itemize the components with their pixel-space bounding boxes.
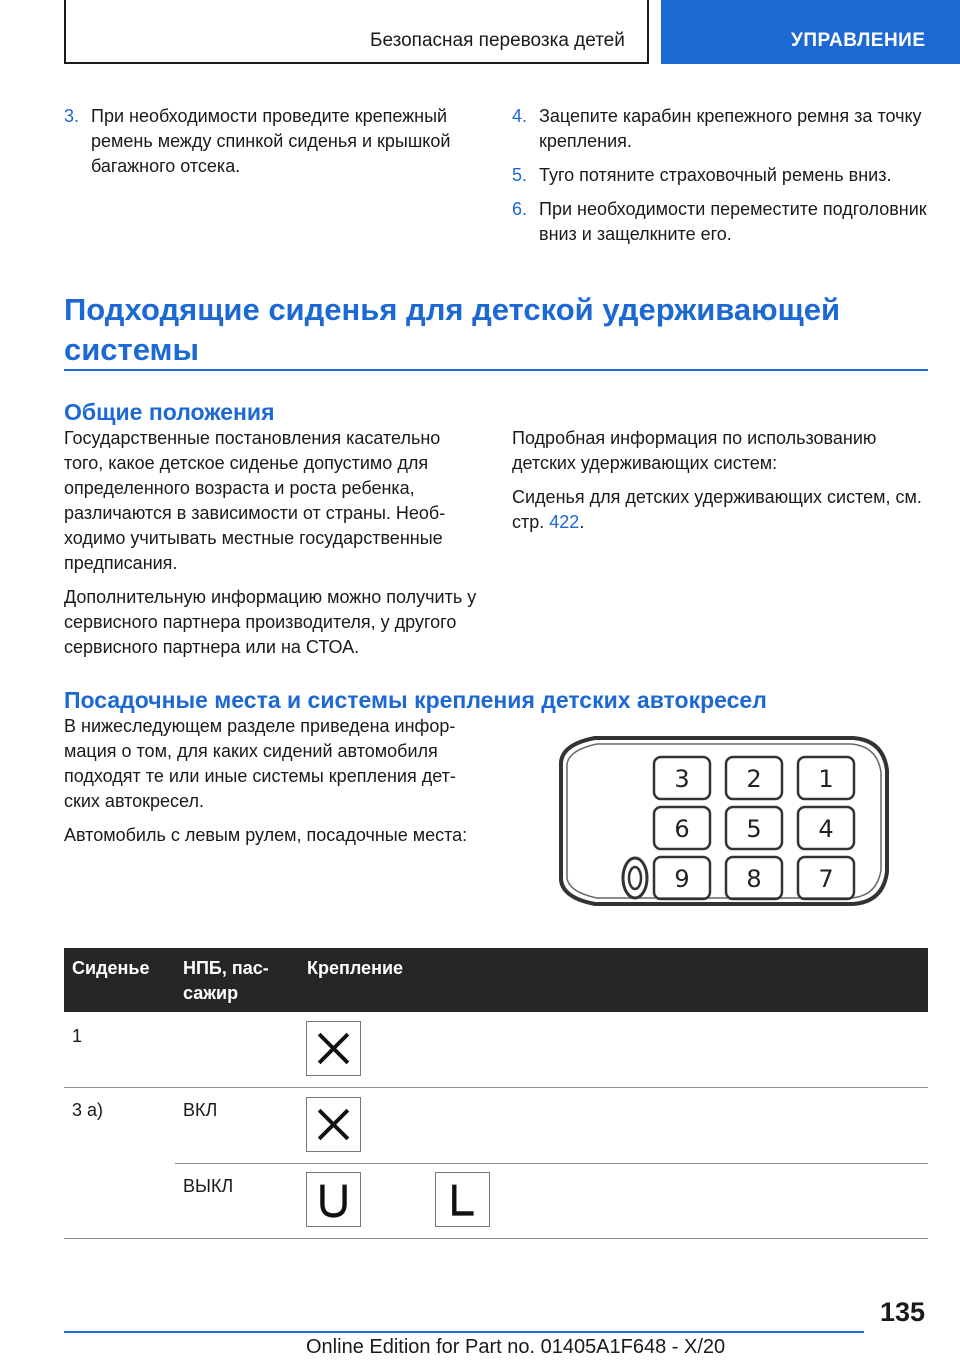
seat-number: 7 xyxy=(818,865,834,893)
general-paragraph: Государственные постановления касательно того, какое детское сиденье допустимо для определенного возраста и роста ребенка, различаются в зависимости от страны. Необходимо учитывать местные государственные предписания. xyxy=(64,428,446,573)
seat-number: 1 xyxy=(818,765,834,793)
table-header-airbag: НПБ, пассажир xyxy=(183,958,269,1003)
reference-end: . xyxy=(579,512,585,532)
not-suitable-icon xyxy=(306,1021,361,1076)
seat-number: 5 xyxy=(746,815,762,843)
table-cell-seat: 3 a) xyxy=(72,1100,104,1120)
seating-paragraph: Автомобиль с левым рулем, посадочные места: xyxy=(64,825,468,845)
universal-mount-icon xyxy=(306,1172,361,1227)
vehicle-outline xyxy=(561,738,887,904)
step-item xyxy=(64,104,484,179)
steps-left xyxy=(64,104,484,188)
page-link[interactable]: 422 xyxy=(549,512,580,532)
seat-number: 3 xyxy=(674,765,690,793)
step-text: Зацепите карабин крепежного ремня за точку крепления. xyxy=(539,106,922,151)
step-text: При необходимости переместите подголовник вниз и защелкните его. xyxy=(539,199,927,244)
main-heading: Подходящие сиденья для детской удерживающей системы xyxy=(64,292,841,367)
seat-number: 4 xyxy=(818,815,834,843)
table-cell-seat: 1 xyxy=(72,1026,83,1046)
step-number: 6. xyxy=(512,199,528,219)
step-number: 5. xyxy=(512,165,528,185)
table-cell-airbag: ВКЛ xyxy=(183,1100,218,1120)
isofix-mount-icon xyxy=(435,1172,490,1227)
table-header-mount: Крепление xyxy=(307,958,404,978)
seat-number: 6 xyxy=(674,815,690,843)
table-cell-airbag: ВЫКЛ xyxy=(183,1176,234,1196)
seat-number: 2 xyxy=(746,765,762,793)
general-paragraph: Дополнительную информацию можно получить у сервисного партнера производителя, у другого сервисного партнера или на СТОА. xyxy=(64,587,477,657)
step-item xyxy=(512,163,928,188)
table-header xyxy=(64,948,928,1012)
step-item xyxy=(512,104,928,154)
seat-number: 9 xyxy=(674,865,690,893)
footer-divider xyxy=(64,1331,864,1333)
seating-paragraph: В нижеследующем разделе приведена информация о том, для каких сидений автомобиля подходят те или иные системы крепления детских автокресел. xyxy=(64,716,456,811)
table-row-divider xyxy=(64,1087,928,1088)
reference-text: Сиденья для детских удерживающих систем, см. стр. xyxy=(512,487,922,532)
step-text: При необходимости проведите крепежный ремень между спинкой сиденья и крышкой багажного отсека. xyxy=(91,106,451,176)
seating-heading: Посадочные места и системы крепления детских автокресел xyxy=(64,687,767,713)
section-title: Безопасная перевозка детей xyxy=(370,30,625,51)
seat-number: 8 xyxy=(746,865,762,893)
steering-wheel-icon xyxy=(623,858,647,898)
not-suitable-icon xyxy=(306,1097,361,1152)
general-paragraph: Подробная информация по использованию детских удерживающих систем: xyxy=(512,428,877,473)
seat-layout-diagram xyxy=(533,730,893,912)
general-left-text xyxy=(64,426,484,669)
seating-text xyxy=(64,714,484,857)
page-number: 135 xyxy=(880,1297,926,1327)
steps-right xyxy=(512,104,928,256)
chapter-tab-label[interactable]: УПРАВЛЕНИЕ xyxy=(791,30,926,51)
step-number: 3. xyxy=(64,106,80,126)
step-number: 4. xyxy=(512,106,528,126)
step-item xyxy=(512,197,928,247)
step-text: Туго потяните страховочный ремень вниз. xyxy=(539,165,892,185)
table-header-seat: Сиденье xyxy=(72,958,150,978)
table-bottom-rule xyxy=(64,1238,928,1239)
vehicle-outline-inner xyxy=(567,744,881,898)
general-reference xyxy=(512,485,928,535)
general-right-text xyxy=(512,426,928,544)
heading-divider xyxy=(64,369,928,371)
table-row-divider xyxy=(175,1163,928,1164)
footer-edition: Online Edition for Part no. 01405A1F648 - X/20 xyxy=(306,1336,726,1358)
seat-grid xyxy=(654,757,854,899)
general-heading: Общие положения xyxy=(64,399,275,425)
